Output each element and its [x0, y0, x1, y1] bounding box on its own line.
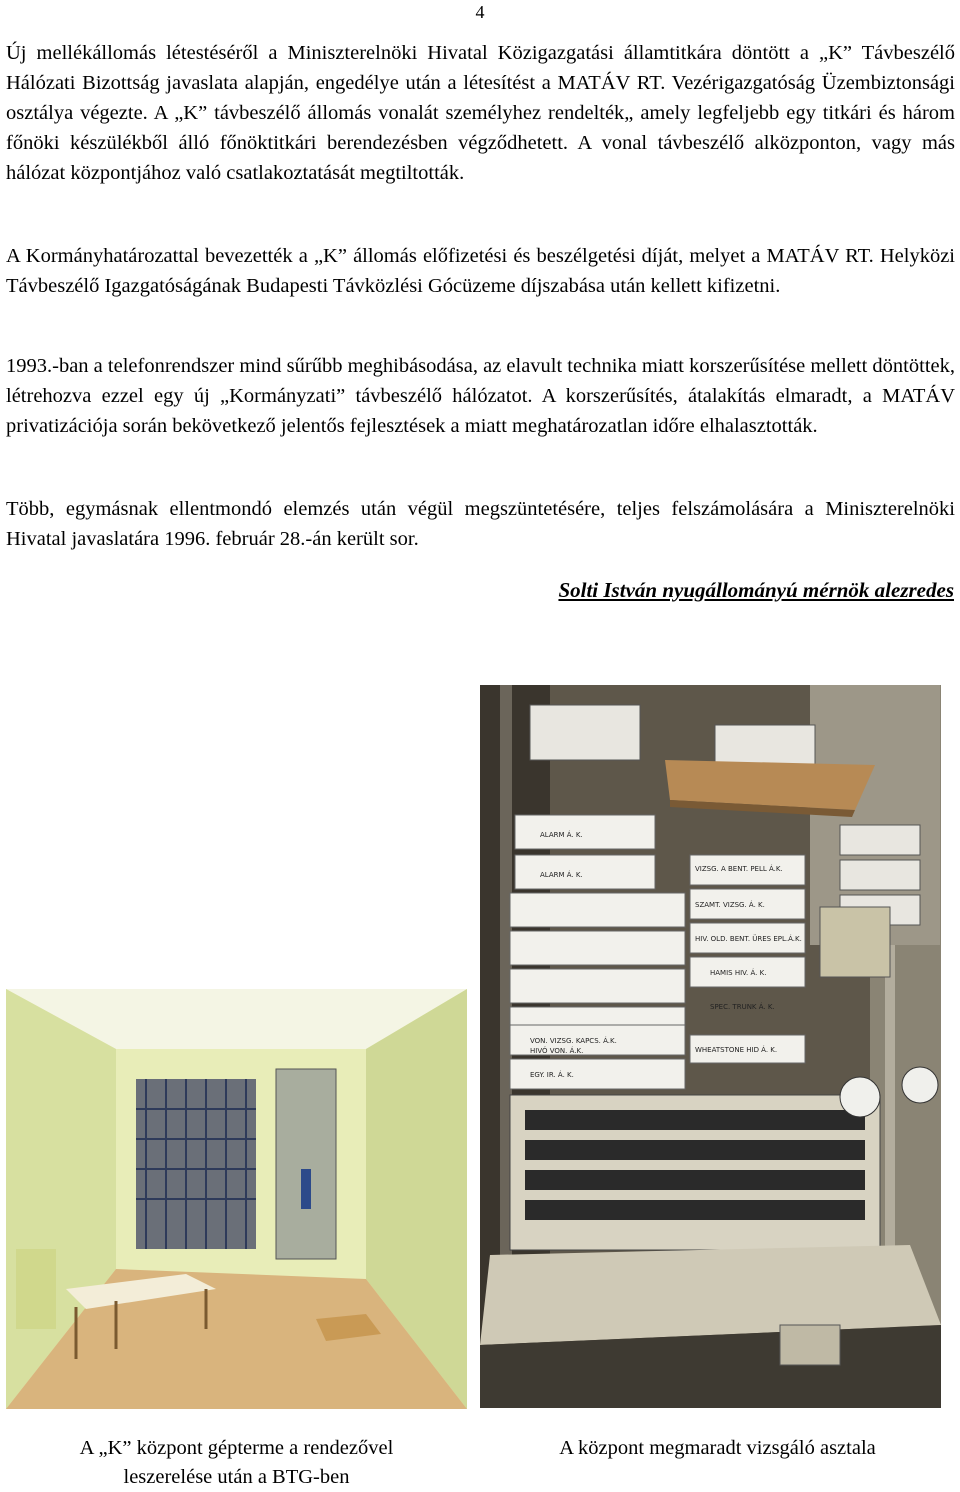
desk-label: SPEC. TRUNK Á. K. — [710, 1003, 775, 1011]
desk-label: HIV. OLD. BENT. ÜRES EPL.Á.K. — [695, 935, 802, 943]
desk-label: WHEATSTONE HID Á. K. — [695, 1046, 778, 1054]
left-caption-line-1: A „K” központ gépterme a rendezővel — [79, 1437, 394, 1459]
desk-label: SZAMT. VIZSG. Á. K. — [695, 901, 765, 909]
desk-label: VON. VIZSG. KAPCS. Á.K. — [530, 1037, 617, 1045]
left-caption-line-2: leszerelése után a BTG-ben — [123, 1466, 350, 1488]
desk-label: EGY. IR. Á. K. — [530, 1071, 574, 1079]
desk-label: HAMIS HIV. Á. K. — [710, 969, 767, 977]
desk-label: ALARM Á. K. — [540, 871, 583, 879]
left-photo-caption — [6, 1434, 467, 1492]
paragraph-4: Több, egymásnak ellentmondó elemzés után végül megszüntetésére, teljes felszámolására a Miniszterelnöki Hivatal javaslatára 1996. február 28.-án került sor. — [6, 498, 955, 550]
paragraph-3: 1993.-ban a telefonrendszer mind sűrűbb meghibásodása, az elavult technika miatt korszerűsítése mellett döntöttek, létrehozva ezzel egy új „Kormányzati” távbeszélő hálózatot. A korszerűsítés, átalakítás elmaradt, a MATÁV privatizációja során bekövetkező jelentős fejlesztések a miatt meghatározatlan időre elhalasztották. — [6, 355, 955, 437]
desk-label: ALARM Á. K. — [540, 831, 583, 839]
paragraph-1: Új mellékállomás létestéséről a Miniszterelnöki Hivatal Közigazgatási államtitkára döntött a „K” Távbeszélő Hálózati Bizottság javaslata alapján, engedélye után a létesítést a MATÁV RT. Vezérigazgatóság Üzembiztonsági osztálya végezte. A „K” távbeszélő állomás vonalát személyhez rendelték„ amely legfeljebb egy titkári és három főnöki készülékből álló főnöktitkári berendezésben végződhetett. A vonal távbeszélő alközponton, vagy más hálózat központjához való csatlakoztatását megtiltották. — [6, 42, 955, 184]
test-desk-photo — [480, 685, 941, 1408]
test-desk-illustration — [480, 685, 941, 1408]
exchange-room-illustration — [6, 989, 467, 1409]
desk-label: VIZSG. A BENT. PELL Á.K. — [695, 865, 783, 873]
page-number: 4 — [475, 2, 485, 22]
author-signature: Solti István nyugállományú mérnök alezredes — [558, 578, 954, 602]
paragraph-2: A Kormányhatározattal bevezették a „K” állomás előfizetési és beszélgetési díját, melyet a MATÁV RT. Helyközi Távbeszélő Igazgatóságának Budapesti Távközlési Gócüzeme díjszabása után kellett kifizetni. — [6, 245, 955, 297]
exchange-room-photo — [6, 989, 467, 1409]
desk-label: HIVÓ VON. Á.K. — [530, 1047, 584, 1055]
right-photo-caption: A központ megmaradt vizsgáló asztala — [559, 1437, 876, 1459]
